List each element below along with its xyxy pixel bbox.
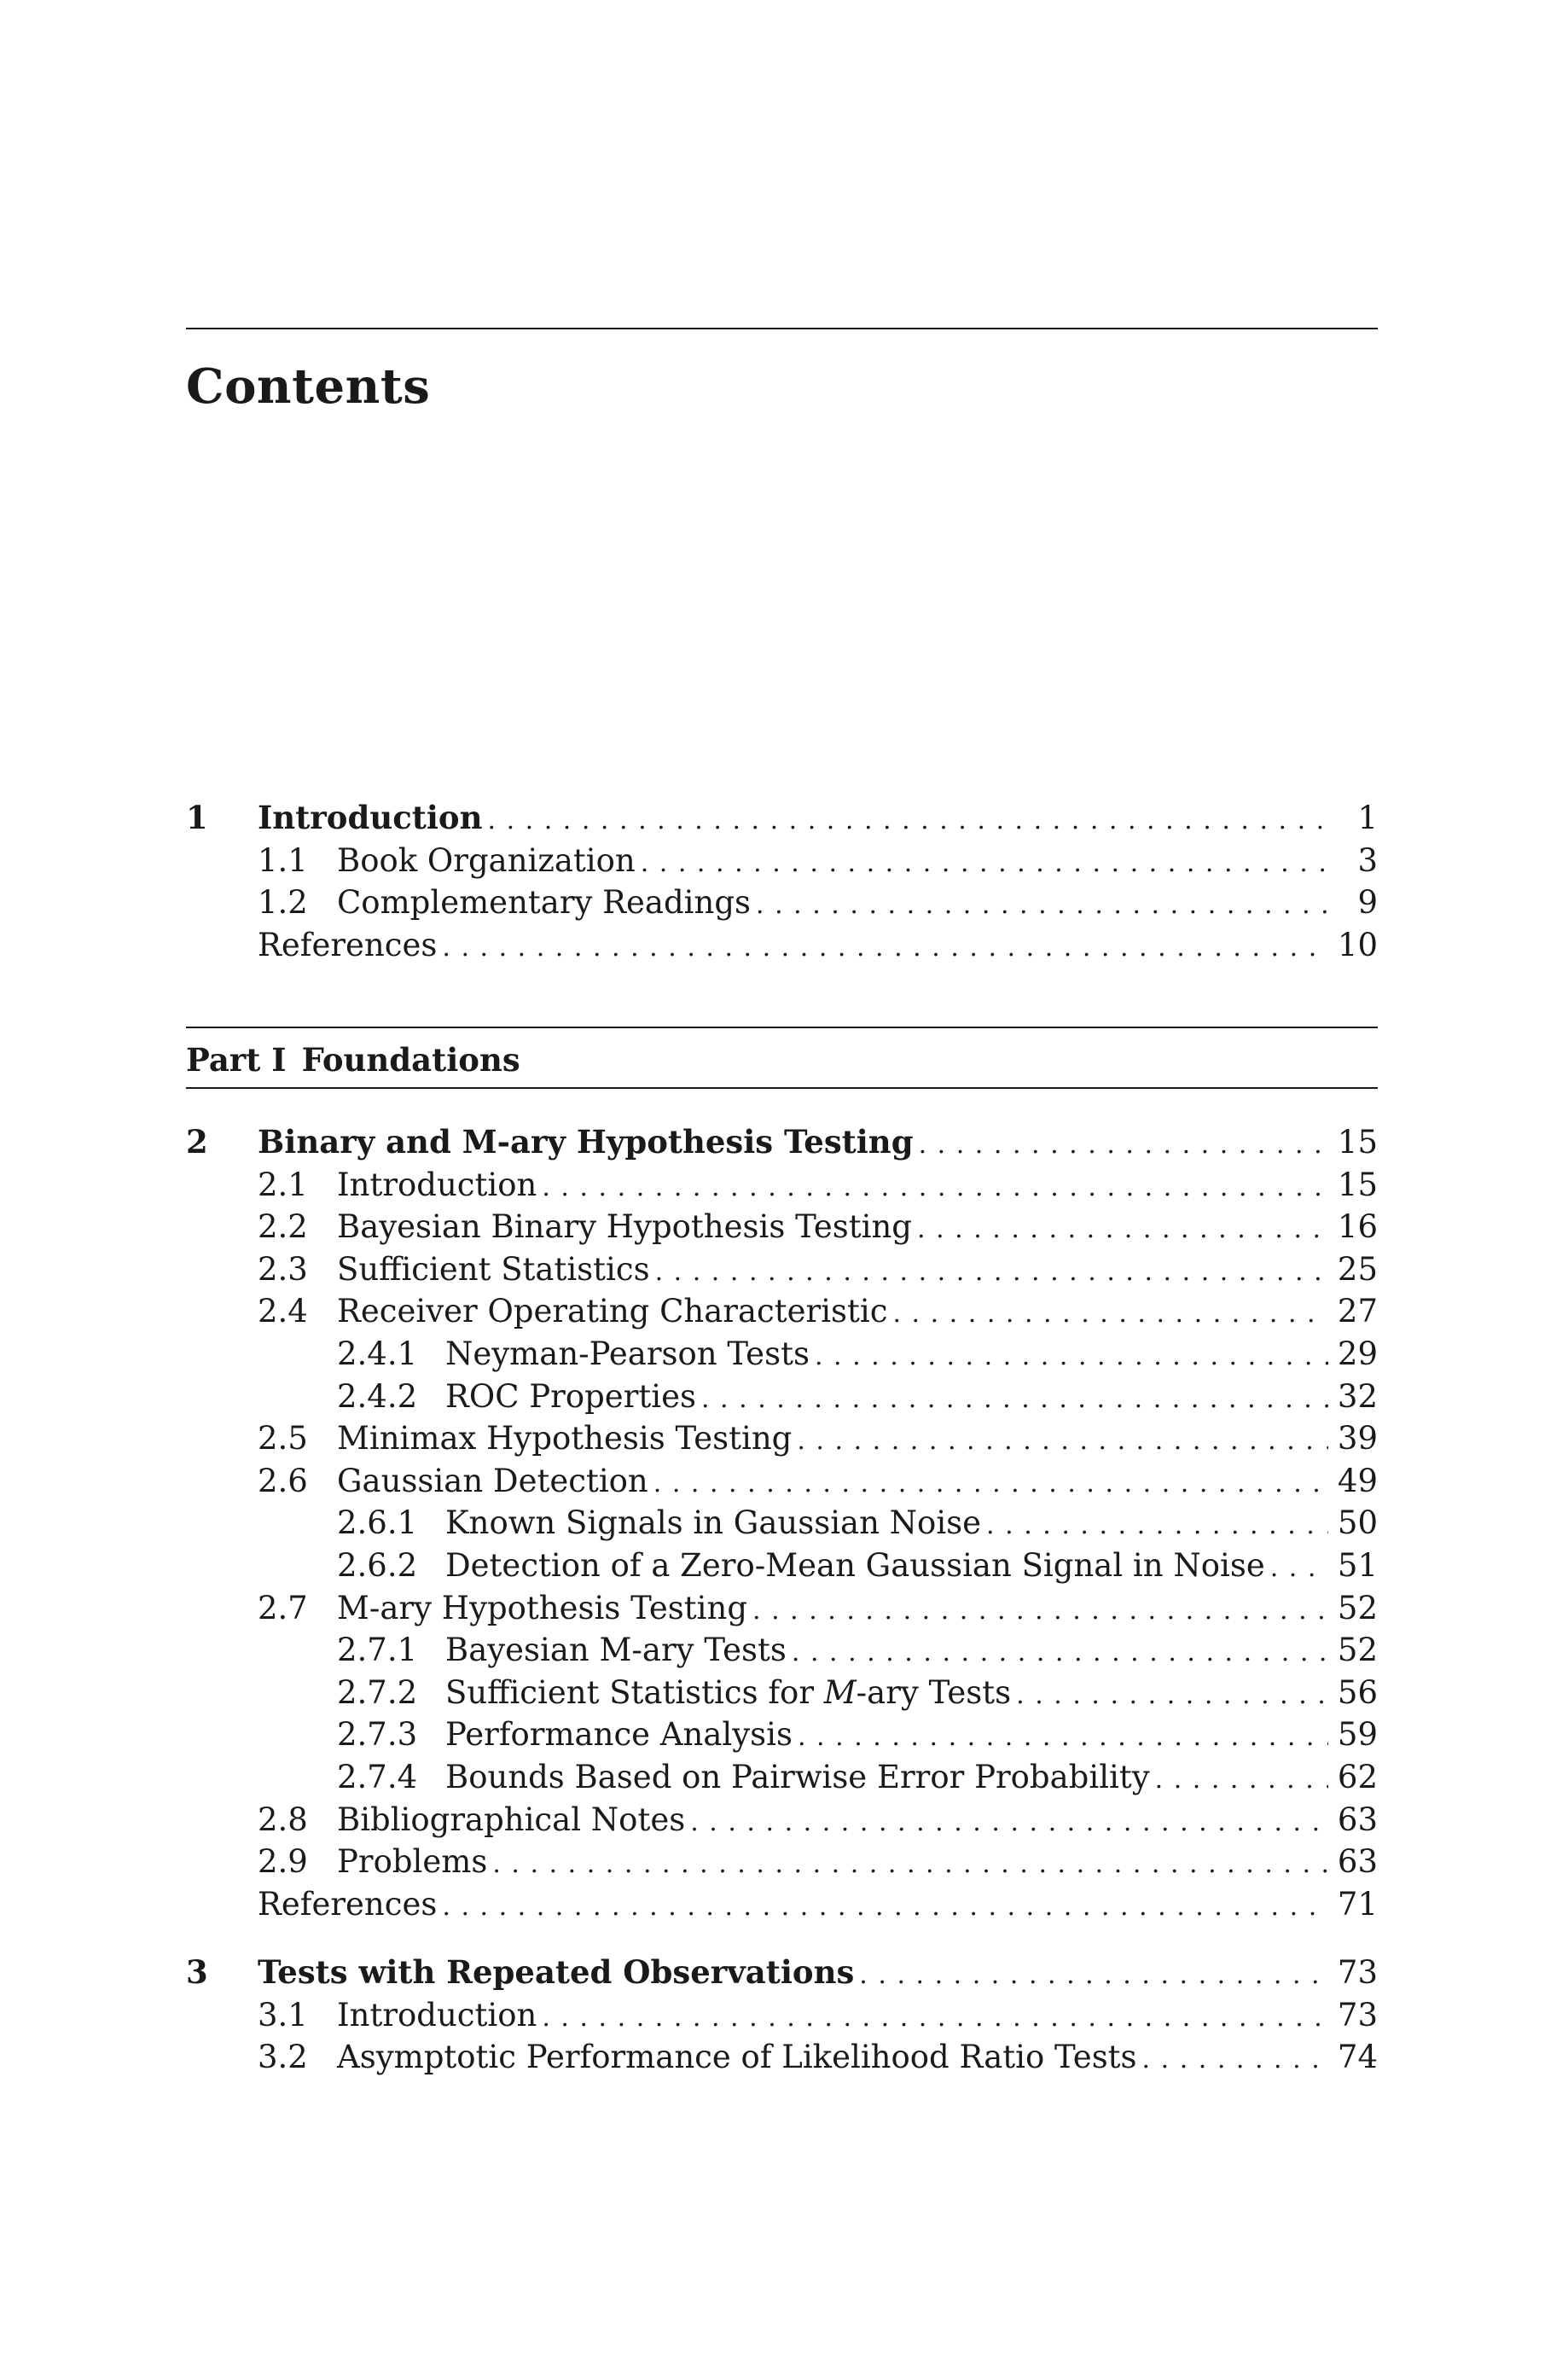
entry-page: 32 xyxy=(1337,1377,1378,1415)
dot-leader xyxy=(701,1376,1328,1421)
dot-leader xyxy=(488,797,1329,842)
dot-leader xyxy=(756,881,1328,927)
entry-number: 2.7.1 xyxy=(337,1632,418,1669)
dot-leader xyxy=(752,1587,1328,1632)
entry-page: 63 xyxy=(1337,1801,1378,1838)
entry-page: 52 xyxy=(1337,1632,1378,1669)
entry-title: Known Signals in Gaussian Noise xyxy=(445,1504,982,1542)
page-title: Contents xyxy=(186,358,431,415)
dot-leader xyxy=(1155,1756,1328,1801)
dot-leader xyxy=(1270,1545,1328,1590)
part-rule-top xyxy=(186,1027,1378,1028)
entry-title-math-var: M xyxy=(823,1673,857,1711)
entry-page: 16 xyxy=(1337,1208,1378,1246)
toc-entry-1-1[interactable] xyxy=(186,840,1378,882)
toc-entry-2-6-1[interactable] xyxy=(186,1502,1378,1545)
entry-number: 2.6.2 xyxy=(337,1546,418,1584)
toc-entry-chapter-1[interactable] xyxy=(186,797,1378,840)
entry-page: 15 xyxy=(1337,1166,1378,1203)
toc-entry-2-4[interactable] xyxy=(186,1290,1378,1333)
entry-title: M-ary Hypothesis Testing xyxy=(337,1589,747,1626)
entry-title: Sufficient Statistics xyxy=(337,1250,650,1288)
entry-page: 39 xyxy=(1337,1420,1378,1457)
toc-entry-3-1[interactable] xyxy=(186,1994,1378,2037)
dot-leader xyxy=(542,1994,1328,2039)
entry-title: Detection of a Zero-Mean Gaussian Signal in Noise xyxy=(445,1546,1265,1584)
toc-entry-2-7-4[interactable] xyxy=(186,1756,1378,1799)
dot-leader xyxy=(655,1248,1328,1294)
toc-entry-2-6[interactable] xyxy=(186,1460,1378,1503)
entry-number: 2.7.3 xyxy=(337,1716,418,1754)
entry-title: ROC Properties xyxy=(445,1377,696,1415)
entry-page: 27 xyxy=(1337,1293,1378,1330)
entry-page: 52 xyxy=(1337,1589,1378,1626)
dot-leader xyxy=(442,1883,1328,1929)
toc-entry-3-2[interactable] xyxy=(186,2036,1378,2079)
entry-number: 2.7 xyxy=(258,1589,308,1626)
entry-page: 3 xyxy=(1357,841,1378,879)
entry-page: 50 xyxy=(1337,1504,1378,1542)
part-heading[interactable] xyxy=(186,1039,520,1082)
entry-title: Binary and M-ary Hypothesis Testing xyxy=(258,1123,914,1161)
part-rule-bottom xyxy=(186,1087,1378,1089)
entry-page: 73 xyxy=(1337,1954,1378,1991)
dot-leader xyxy=(792,1629,1328,1674)
entry-title: Asymptotic Performance of Likelihood Ratio Tests xyxy=(337,2039,1137,2076)
toc-entry-2-5[interactable] xyxy=(186,1417,1378,1460)
dot-leader xyxy=(859,1952,1328,1997)
entry-title: Performance Analysis xyxy=(445,1716,793,1754)
part-label: Part I xyxy=(186,1041,287,1079)
entry-page: 63 xyxy=(1337,1843,1378,1881)
entry-title: Problems xyxy=(337,1843,488,1881)
entry-title xyxy=(445,1672,1011,1714)
entry-title: Complementary Readings xyxy=(337,884,752,922)
top-rule xyxy=(186,328,1378,329)
entry-number: 2.3 xyxy=(258,1250,308,1288)
entry-page: 29 xyxy=(1337,1335,1378,1372)
entry-title: References xyxy=(258,1885,438,1923)
entry-number: 2.1 xyxy=(258,1166,308,1203)
entry-title: Neyman-Pearson Tests xyxy=(445,1335,810,1372)
entry-title: Book Organization xyxy=(337,841,636,879)
entry-page: 25 xyxy=(1337,1250,1378,1288)
entry-title: Introduction xyxy=(258,799,483,836)
entry-page: 74 xyxy=(1337,2039,1378,2076)
entry-number: 1.1 xyxy=(258,841,308,879)
entry-title: Tests with Repeated Observations xyxy=(258,1953,855,1991)
entry-page: 73 xyxy=(1337,1996,1378,2033)
toc-entry-2-7-3[interactable] xyxy=(186,1713,1378,1756)
toc-entry-2-7-2[interactable] xyxy=(186,1672,1378,1714)
entry-number: 2.6 xyxy=(258,1462,308,1499)
entry-page: 10 xyxy=(1337,926,1378,963)
toc-entry-2-6-2[interactable] xyxy=(186,1545,1378,1587)
entry-title: Introduction xyxy=(337,1166,537,1203)
toc-entry-2-4-1[interactable] xyxy=(186,1333,1378,1376)
entry-number: 2 xyxy=(186,1123,208,1161)
entry-page: 49 xyxy=(1337,1462,1378,1499)
entry-number: 3.1 xyxy=(258,1996,308,2033)
entry-page: 56 xyxy=(1337,1673,1378,1711)
toc-entry-2-2[interactable] xyxy=(186,1206,1378,1248)
entry-number: 2.9 xyxy=(258,1843,308,1881)
entry-number: 3.2 xyxy=(258,2039,308,2076)
toc-entry-1-2[interactable] xyxy=(186,881,1378,924)
entry-number: 3 xyxy=(186,1953,208,1991)
entry-title-end: -ary Tests xyxy=(856,1673,1012,1711)
toc-page xyxy=(186,0,1378,2368)
entry-number: 2.8 xyxy=(258,1801,308,1838)
toc-entry-chapter-2-references[interactable] xyxy=(186,1883,1378,1926)
entry-number: 2.7.2 xyxy=(337,1673,418,1711)
entry-title: Introduction xyxy=(337,1996,537,2033)
entry-title-start: Sufficient Statistics for xyxy=(445,1673,824,1711)
toc-entry-2-7-1[interactable] xyxy=(186,1629,1378,1672)
entry-page: 51 xyxy=(1337,1546,1378,1584)
toc-entry-2-8[interactable] xyxy=(186,1799,1378,1841)
dot-leader xyxy=(797,1417,1328,1463)
dot-leader xyxy=(1142,2036,1328,2081)
toc-entry-chapter-3[interactable] xyxy=(186,1952,1378,1994)
entry-title: Gaussian Detection xyxy=(337,1462,648,1499)
dot-leader xyxy=(919,1121,1328,1167)
dot-leader xyxy=(798,1713,1328,1759)
chapter-3-block xyxy=(186,1952,1378,2079)
entry-title: Minimax Hypothesis Testing xyxy=(337,1420,793,1457)
entry-title: Bounds Based on Pairwise Error Probability xyxy=(445,1758,1150,1795)
dot-leader xyxy=(917,1206,1328,1251)
dot-leader xyxy=(815,1333,1328,1378)
entry-title: References xyxy=(258,926,438,963)
toc-entry-chapter-1-references[interactable] xyxy=(186,924,1378,967)
entry-number: 2.4.1 xyxy=(337,1335,418,1372)
dot-leader xyxy=(653,1460,1328,1505)
dot-leader xyxy=(442,924,1328,969)
entry-number: 2.6.1 xyxy=(337,1504,418,1542)
entry-page: 59 xyxy=(1337,1716,1378,1754)
toc-entry-2-3[interactable] xyxy=(186,1248,1378,1291)
entry-number: 2.2 xyxy=(258,1208,308,1246)
toc-entry-2-4-2[interactable] xyxy=(186,1376,1378,1418)
entry-number: 2.4 xyxy=(258,1293,308,1330)
entry-number: 2.4.2 xyxy=(337,1377,418,1415)
entry-page: 1 xyxy=(1357,800,1378,836)
dot-leader xyxy=(986,1502,1328,1547)
entry-page: 15 xyxy=(1337,1124,1378,1161)
entry-page: 9 xyxy=(1357,884,1378,922)
dot-leader xyxy=(690,1799,1328,1844)
toc-entry-2-1[interactable] xyxy=(186,1164,1378,1207)
chapter-1-block xyxy=(186,797,1378,966)
dot-leader xyxy=(641,840,1328,885)
entry-number: 2.5 xyxy=(258,1420,308,1457)
entry-title: Receiver Operating Characteristic xyxy=(337,1293,888,1330)
entry-title: Bayesian Binary Hypothesis Testing xyxy=(337,1208,912,1246)
toc-entry-2-7[interactable] xyxy=(186,1587,1378,1630)
entry-number: 1 xyxy=(186,799,208,836)
dot-leader xyxy=(492,1841,1328,1886)
entry-page: 71 xyxy=(1337,1885,1378,1923)
toc-entry-2-9[interactable] xyxy=(186,1841,1378,1883)
toc-entry-chapter-2[interactable] xyxy=(186,1121,1378,1164)
entry-number: 1.2 xyxy=(258,884,308,922)
chapter-2-block xyxy=(186,1121,1378,1925)
dot-leader xyxy=(892,1290,1328,1335)
entry-page: 62 xyxy=(1337,1758,1378,1795)
entry-title: Bayesian M-ary Tests xyxy=(445,1632,787,1669)
entry-number: 2.7.4 xyxy=(337,1758,418,1795)
dot-leader xyxy=(1016,1672,1328,1717)
dot-leader xyxy=(542,1164,1328,1209)
entry-title: Bibliographical Notes xyxy=(337,1801,686,1838)
part-title: Foundations xyxy=(301,1041,520,1079)
